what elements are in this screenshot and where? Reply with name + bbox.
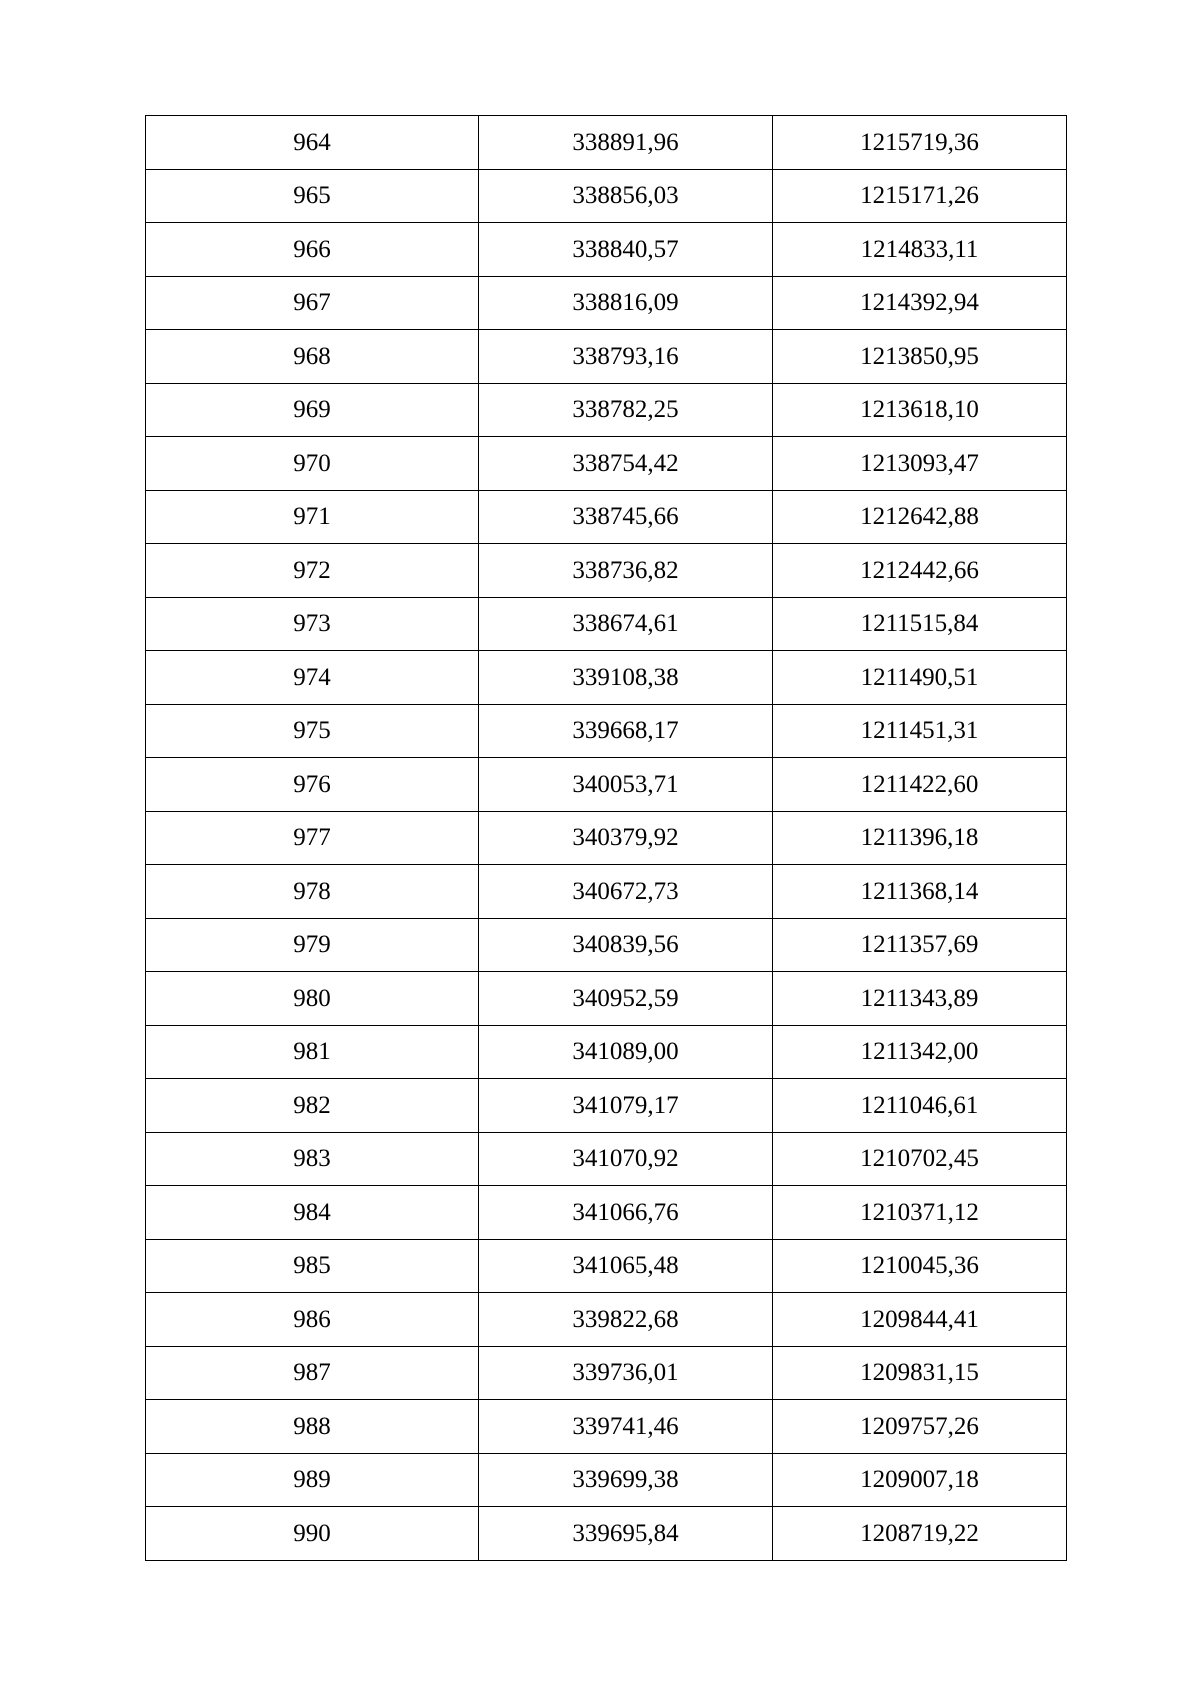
y-coordinate-cell: 1212442,66 bbox=[773, 544, 1067, 598]
table-row bbox=[146, 276, 1067, 330]
x-coordinate-cell: 341089,00 bbox=[479, 1025, 773, 1079]
x-coordinate-cell: 338816,09 bbox=[479, 276, 773, 330]
y-coordinate-cell: 1211422,60 bbox=[773, 758, 1067, 812]
y-coordinate-cell: 1211343,89 bbox=[773, 972, 1067, 1026]
y-coordinate-cell: 1208719,22 bbox=[773, 1507, 1067, 1561]
x-coordinate-cell: 341066,76 bbox=[479, 1186, 773, 1240]
point-number-cell: 983 bbox=[146, 1132, 479, 1186]
point-number-cell: 988 bbox=[146, 1400, 479, 1454]
table-row bbox=[146, 918, 1067, 972]
point-number-cell: 989 bbox=[146, 1453, 479, 1507]
point-number-cell: 964 bbox=[146, 116, 479, 170]
point-number-cell: 965 bbox=[146, 169, 479, 223]
point-number-cell: 980 bbox=[146, 972, 479, 1026]
table-row bbox=[146, 490, 1067, 544]
table-row bbox=[146, 116, 1067, 170]
y-coordinate-cell: 1209007,18 bbox=[773, 1453, 1067, 1507]
x-coordinate-cell: 340952,59 bbox=[479, 972, 773, 1026]
table-row bbox=[146, 544, 1067, 598]
y-coordinate-cell: 1210045,36 bbox=[773, 1239, 1067, 1293]
point-number-cell: 966 bbox=[146, 223, 479, 277]
y-coordinate-cell: 1211368,14 bbox=[773, 865, 1067, 919]
x-coordinate-cell: 340379,92 bbox=[479, 811, 773, 865]
point-number-cell: 977 bbox=[146, 811, 479, 865]
x-coordinate-cell: 340053,71 bbox=[479, 758, 773, 812]
point-number-cell: 982 bbox=[146, 1079, 479, 1133]
point-number-cell: 968 bbox=[146, 330, 479, 384]
y-coordinate-cell: 1209844,41 bbox=[773, 1293, 1067, 1347]
point-number-cell: 987 bbox=[146, 1346, 479, 1400]
table-row bbox=[146, 1079, 1067, 1133]
x-coordinate-cell: 339695,84 bbox=[479, 1507, 773, 1561]
table-row bbox=[146, 704, 1067, 758]
point-number-cell: 971 bbox=[146, 490, 479, 544]
table-row bbox=[146, 1346, 1067, 1400]
table-row bbox=[146, 1186, 1067, 1240]
table-row bbox=[146, 1025, 1067, 1079]
y-coordinate-cell: 1210702,45 bbox=[773, 1132, 1067, 1186]
table-row bbox=[146, 597, 1067, 651]
table-row bbox=[146, 223, 1067, 277]
x-coordinate-cell: 338793,16 bbox=[479, 330, 773, 384]
table-row bbox=[146, 1507, 1067, 1561]
x-coordinate-cell: 338674,61 bbox=[479, 597, 773, 651]
y-coordinate-cell: 1211490,51 bbox=[773, 651, 1067, 705]
x-coordinate-cell: 338745,66 bbox=[479, 490, 773, 544]
point-number-cell: 990 bbox=[146, 1507, 479, 1561]
y-coordinate-cell: 1211451,31 bbox=[773, 704, 1067, 758]
table-row bbox=[146, 437, 1067, 491]
y-coordinate-cell: 1211342,00 bbox=[773, 1025, 1067, 1079]
table-row bbox=[146, 1453, 1067, 1507]
y-coordinate-cell: 1215719,36 bbox=[773, 116, 1067, 170]
y-coordinate-cell: 1213093,47 bbox=[773, 437, 1067, 491]
point-number-cell: 970 bbox=[146, 437, 479, 491]
table-row bbox=[146, 1293, 1067, 1347]
x-coordinate-cell: 339741,46 bbox=[479, 1400, 773, 1454]
y-coordinate-cell: 1211515,84 bbox=[773, 597, 1067, 651]
point-number-cell: 974 bbox=[146, 651, 479, 705]
table-row bbox=[146, 1239, 1067, 1293]
y-coordinate-cell: 1213850,95 bbox=[773, 330, 1067, 384]
table-row bbox=[146, 1400, 1067, 1454]
y-coordinate-cell: 1209757,26 bbox=[773, 1400, 1067, 1454]
point-number-cell: 973 bbox=[146, 597, 479, 651]
x-coordinate-cell: 338754,42 bbox=[479, 437, 773, 491]
x-coordinate-cell: 339822,68 bbox=[479, 1293, 773, 1347]
table-row bbox=[146, 330, 1067, 384]
point-number-cell: 986 bbox=[146, 1293, 479, 1347]
y-coordinate-cell: 1209831,15 bbox=[773, 1346, 1067, 1400]
point-number-cell: 967 bbox=[146, 276, 479, 330]
point-number-cell: 985 bbox=[146, 1239, 479, 1293]
x-coordinate-cell: 339668,17 bbox=[479, 704, 773, 758]
y-coordinate-cell: 1211357,69 bbox=[773, 918, 1067, 972]
y-coordinate-cell: 1210371,12 bbox=[773, 1186, 1067, 1240]
x-coordinate-cell: 339699,38 bbox=[479, 1453, 773, 1507]
x-coordinate-cell: 341079,17 bbox=[479, 1079, 773, 1133]
x-coordinate-cell: 339108,38 bbox=[479, 651, 773, 705]
point-number-cell: 975 bbox=[146, 704, 479, 758]
y-coordinate-cell: 1213618,10 bbox=[773, 383, 1067, 437]
table-row bbox=[146, 169, 1067, 223]
x-coordinate-cell: 339736,01 bbox=[479, 1346, 773, 1400]
table-row bbox=[146, 651, 1067, 705]
x-coordinate-cell: 338840,57 bbox=[479, 223, 773, 277]
y-coordinate-cell: 1212642,88 bbox=[773, 490, 1067, 544]
x-coordinate-cell: 338856,03 bbox=[479, 169, 773, 223]
point-number-cell: 978 bbox=[146, 865, 479, 919]
y-coordinate-cell: 1214833,11 bbox=[773, 223, 1067, 277]
table-row bbox=[146, 972, 1067, 1026]
table-row bbox=[146, 1132, 1067, 1186]
x-coordinate-cell: 340672,73 bbox=[479, 865, 773, 919]
point-number-cell: 976 bbox=[146, 758, 479, 812]
y-coordinate-cell: 1211396,18 bbox=[773, 811, 1067, 865]
coordinates-table bbox=[145, 115, 1067, 1561]
point-number-cell: 972 bbox=[146, 544, 479, 598]
point-number-cell: 969 bbox=[146, 383, 479, 437]
x-coordinate-cell: 340839,56 bbox=[479, 918, 773, 972]
x-coordinate-cell: 338736,82 bbox=[479, 544, 773, 598]
point-number-cell: 981 bbox=[146, 1025, 479, 1079]
y-coordinate-cell: 1215171,26 bbox=[773, 169, 1067, 223]
y-coordinate-cell: 1211046,61 bbox=[773, 1079, 1067, 1133]
x-coordinate-cell: 338891,96 bbox=[479, 116, 773, 170]
table-row bbox=[146, 758, 1067, 812]
table-row bbox=[146, 811, 1067, 865]
table-row bbox=[146, 865, 1067, 919]
coordinates-table-body bbox=[146, 116, 1067, 1561]
x-coordinate-cell: 338782,25 bbox=[479, 383, 773, 437]
point-number-cell: 979 bbox=[146, 918, 479, 972]
point-number-cell: 984 bbox=[146, 1186, 479, 1240]
y-coordinate-cell: 1214392,94 bbox=[773, 276, 1067, 330]
x-coordinate-cell: 341065,48 bbox=[479, 1239, 773, 1293]
x-coordinate-cell: 341070,92 bbox=[479, 1132, 773, 1186]
table-row bbox=[146, 383, 1067, 437]
